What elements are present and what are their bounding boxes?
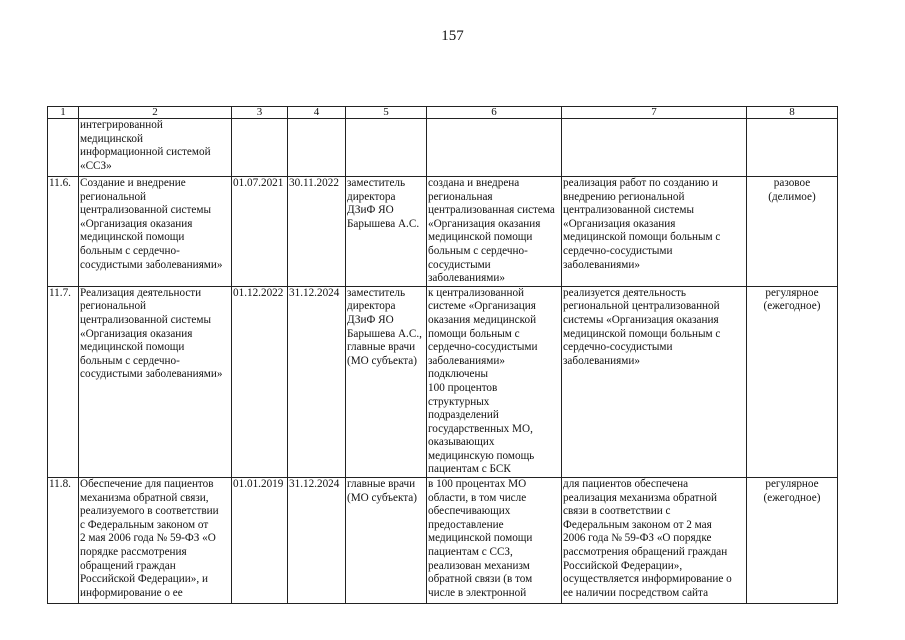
row-number: 11.8.	[48, 478, 79, 604]
description	[562, 119, 747, 177]
table-row	[48, 478, 838, 604]
result: к централизованной системе «Организация оказания медицинской помощи больным с сердечно-сосудистыми заболеваниями» подключены 100 процентов структурных подразделений государственных МО, оказывающих медицинскую помощь пациентам с БСК	[427, 286, 562, 477]
start-date	[232, 119, 288, 177]
event-name: Создание и внедрение региональной централизованной системы «Организация оказания медицинской помощи больным с сердечно- сосудистыми заболеваниями»	[79, 177, 232, 287]
column-header: 2	[79, 107, 232, 119]
row-number: 11.6.	[48, 177, 79, 287]
table-row	[48, 177, 838, 287]
responsible	[346, 119, 427, 177]
end-date: 31.12.2024	[288, 286, 346, 477]
start-date: 01.01.2019	[232, 478, 288, 604]
table-row	[48, 286, 838, 477]
start-date: 01.07.2021	[232, 177, 288, 287]
column-header: 3	[232, 107, 288, 119]
event-type: регулярное (ежегодное)	[747, 478, 838, 604]
column-header: 5	[346, 107, 427, 119]
responsible: заместитель директора ДЗиФ ЯО Барышева А.С.	[346, 177, 427, 287]
row-number: 11.7.	[48, 286, 79, 477]
column-header: 7	[562, 107, 747, 119]
result: в 100 процентах МО области, в том числе обеспечивающих предоставление медицинской помощи пациентам с ССЗ, реализован механизм обратной связи (в том числе в электронной	[427, 478, 562, 604]
end-date: 31.12.2024	[288, 478, 346, 604]
responsible: главные врачи (МО субъекта)	[346, 478, 427, 604]
result	[427, 119, 562, 177]
column-header: 8	[747, 107, 838, 119]
event-type: регулярное (ежегодное)	[747, 286, 838, 477]
event-name: Реализация деятельности региональной централизованной системы «Организация оказания медицинской помощи больным с сердечно- сосудистыми заболеваниями»	[79, 286, 232, 477]
event-type: разовое (делимое)	[747, 177, 838, 287]
plan-table	[47, 106, 838, 604]
description: реализация работ по созданию и внедрению региональной централизованной системы «Организация оказания медицинской помощи больным с сердечно-сосудистыми заболеваниями»	[562, 177, 747, 287]
start-date: 01.12.2022	[232, 286, 288, 477]
table-row	[48, 119, 838, 177]
description: для пациентов обеспечена реализация механизма обратной связи в соответствии с Федеральным законом от 2 мая 2006 года № 59-ФЗ «О порядке рассмотрения обращений граждан Российской Федерации», осуществляется информирование о ее наличии посредством сайта	[562, 478, 747, 604]
event-name: интегрированной медицинской информационной системой «ССЗ»	[79, 119, 232, 177]
result: создана и внедрена региональная централизованная система «Организация оказания медицинской помощи больным с сердечно- сосудистыми заболеваниями»	[427, 177, 562, 287]
event-type	[747, 119, 838, 177]
column-header: 1	[48, 107, 79, 119]
row-number	[48, 119, 79, 177]
description: реализуется деятельность региональной централизованной системы «Организация оказания медицинской помощи больным с сердечно-сосудистыми заболеваниями»	[562, 286, 747, 477]
responsible: заместитель директора ДЗиФ ЯО Барышева А.С., главные врачи (МО субъекта)	[346, 286, 427, 477]
column-header: 4	[288, 107, 346, 119]
column-number-row	[48, 107, 838, 119]
column-header: 6	[427, 107, 562, 119]
end-date: 30.11.2022	[288, 177, 346, 287]
page-number: 157	[441, 28, 464, 44]
end-date	[288, 119, 346, 177]
event-name: Обеспечение для пациентов механизма обратной связи, реализуемого в соответствии с Федеральным законом от 2 мая 2006 года № 59-ФЗ «О порядке рассмотрения обращений граждан Российской Федерации», и информирование о ее	[79, 478, 232, 604]
